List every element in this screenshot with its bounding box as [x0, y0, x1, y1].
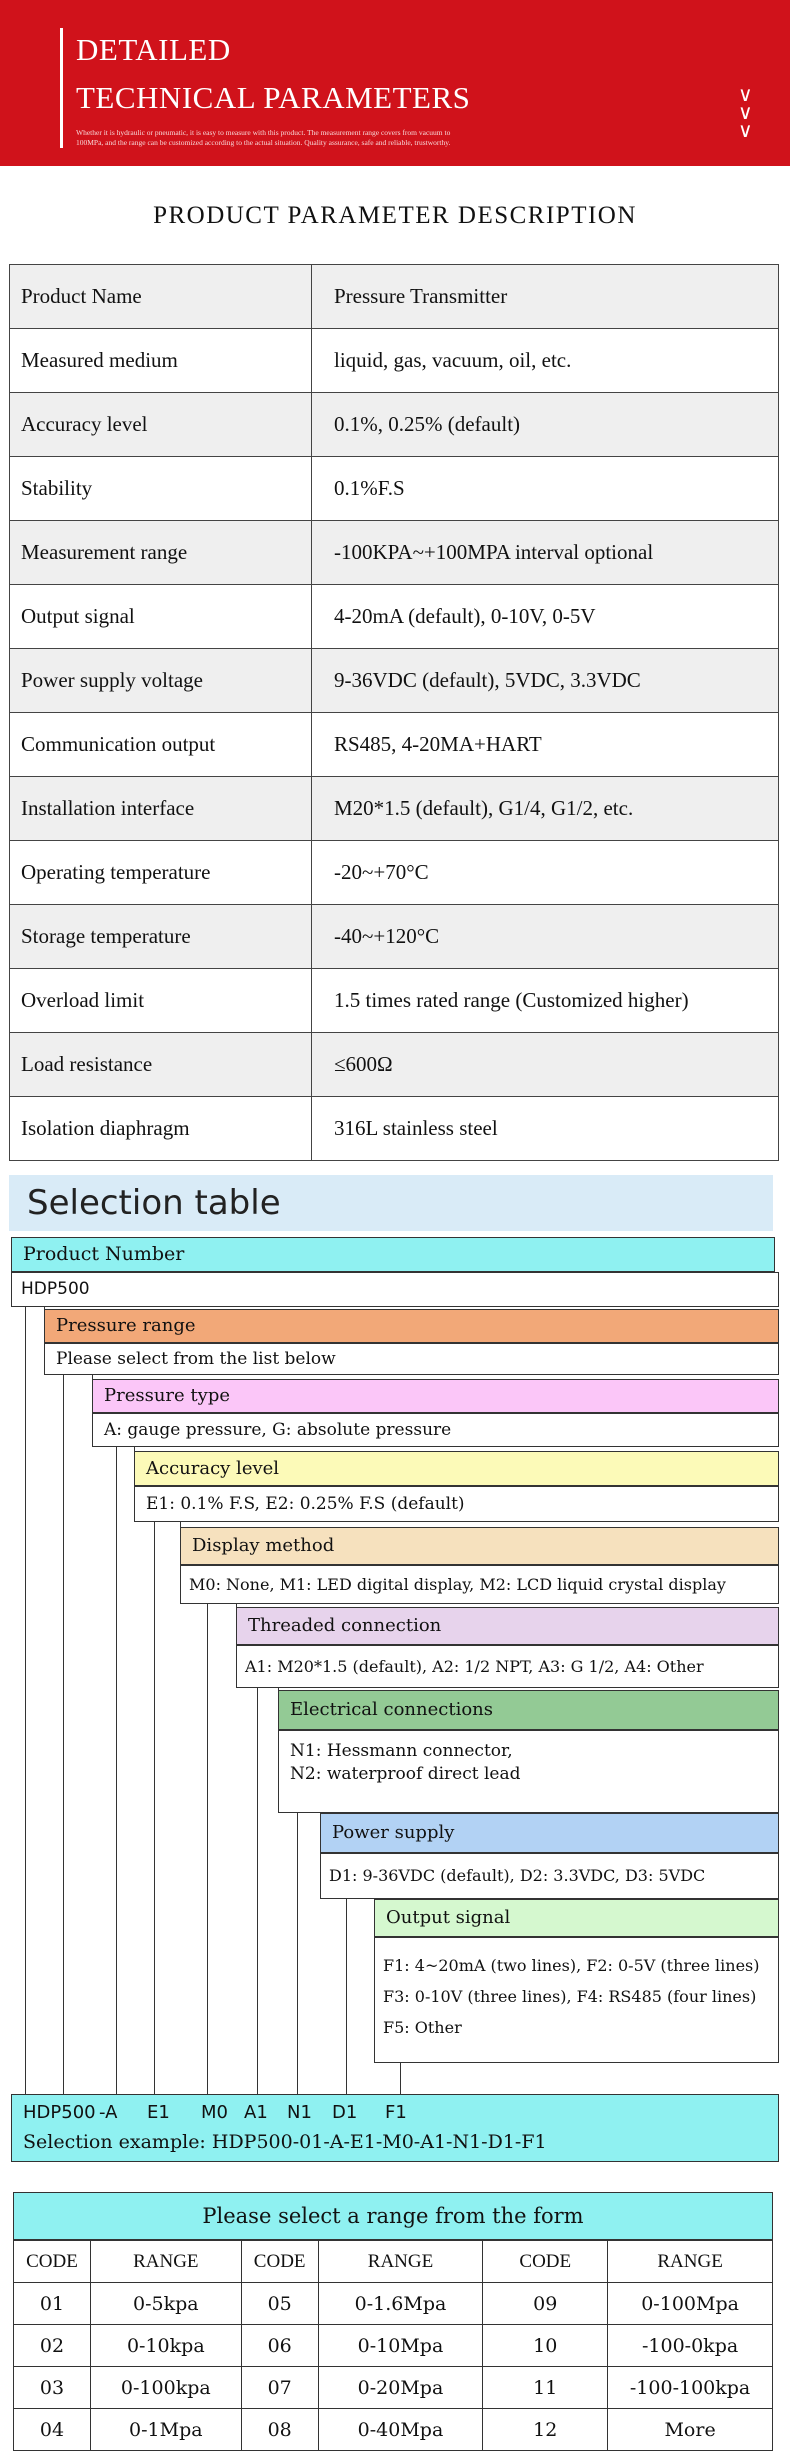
- param-label: Storage temperature: [10, 905, 312, 969]
- banner-divider: [60, 28, 63, 148]
- chevron-down-icon: ∨: [738, 82, 753, 106]
- range-code-cell: 03: [14, 2367, 91, 2409]
- param-row: [10, 265, 779, 329]
- range-value-cell: -100-0kpa: [608, 2325, 773, 2367]
- range-table-title: Please select a range from the form: [13, 2192, 773, 2240]
- selection-example-box: [11, 2094, 779, 2162]
- code-part: F1: [385, 2102, 407, 2123]
- selection-title: Selection table: [9, 1175, 773, 1231]
- section-thread-header: Threaded connection: [236, 1607, 779, 1645]
- product-number-value: HDP500: [11, 1272, 779, 1307]
- connector-line: [207, 1604, 208, 2094]
- range-value-cell: 0-20Mpa: [318, 2367, 483, 2409]
- section-display-header: Display method: [180, 1527, 779, 1565]
- param-row: [10, 521, 779, 585]
- code-part: D1: [332, 2102, 358, 2123]
- range-column-header: CODE: [241, 2241, 318, 2283]
- param-row: [10, 457, 779, 521]
- output-option-line: F1: 4~20mA (two lines), F2: 0-5V (three lines): [383, 1956, 760, 1975]
- section-pressure-type-header: Pressure type: [92, 1379, 779, 1413]
- range-column-header: CODE: [14, 2241, 91, 2283]
- range-column-header: RANGE: [318, 2241, 483, 2283]
- range-code-cell: 11: [483, 2367, 608, 2409]
- range-value-cell: 0-5kpa: [90, 2283, 241, 2325]
- connector-line: [346, 1899, 347, 2094]
- param-value: ≤600Ω: [312, 1033, 779, 1097]
- connector-line: [25, 1307, 26, 2094]
- product-number-label: Product Number: [11, 1237, 775, 1272]
- range-value-cell: More: [608, 2409, 773, 2451]
- range-column-header: RANGE: [90, 2241, 241, 2283]
- param-row: [10, 1097, 779, 1161]
- param-value: Pressure Transmitter: [312, 265, 779, 329]
- chevron-down-icon: ∨: [738, 100, 753, 124]
- code-part: HDP500: [23, 2102, 96, 2123]
- param-value: M20*1.5 (default), G1/4, G1/2, etc.: [312, 777, 779, 841]
- range-value-cell: 0-1.6Mpa: [318, 2283, 483, 2325]
- param-label: Accuracy level: [10, 393, 312, 457]
- range-column-header: RANGE: [608, 2241, 773, 2283]
- banner-subtitle: Whether it is hydraulic or pneumatic, it is easy to measure with this product. The measurement range covers from vacuum to 100MPa, and the range can be customized according to the actual situation. Quality assurance, safe and reliable, trustworthy.: [76, 128, 451, 147]
- range-code-cell: 07: [241, 2367, 318, 2409]
- range-value-cell: 0-10kpa: [90, 2325, 241, 2367]
- output-option-line: F3: 0-10V (three lines), F4: RS485 (four lines): [383, 1987, 757, 2006]
- code-part: M0: [201, 2102, 228, 2123]
- section-pressure-type-text: A: gauge pressure, G: absolute pressure: [92, 1413, 779, 1447]
- range-value-cell: 0-40Mpa: [318, 2409, 483, 2451]
- range-code-cell: 05: [241, 2283, 318, 2325]
- section-accuracy-text: E1: 0.1% F.S, E2: 0.25% F.S (default): [134, 1486, 779, 1522]
- range-code-cell: 09: [483, 2283, 608, 2325]
- param-label: Isolation diaphragm: [10, 1097, 312, 1161]
- code-part: A1: [244, 2102, 268, 2123]
- param-label: Power supply voltage: [10, 649, 312, 713]
- range-code-cell: 02: [14, 2325, 91, 2367]
- param-label: Overload limit: [10, 969, 312, 1033]
- param-row: [10, 393, 779, 457]
- range-code-cell: 01: [14, 2283, 91, 2325]
- param-label: Operating temperature: [10, 841, 312, 905]
- banner-title-line2: TECHNICAL PARAMETERS: [76, 80, 471, 115]
- param-label: Product Name: [10, 265, 312, 329]
- range-code-cell: 06: [241, 2325, 318, 2367]
- code-part: -A: [99, 2102, 118, 2123]
- param-value: 9-36VDC (default), 5VDC, 3.3VDC: [312, 649, 779, 713]
- param-value: -100KPA~+100MPA interval optional: [312, 521, 779, 585]
- connector-line: [297, 1813, 298, 2094]
- section-pressure-range-header: Pressure range: [44, 1309, 779, 1343]
- param-row: [10, 969, 779, 1033]
- param-value: 0.1%, 0.25% (default): [312, 393, 779, 457]
- range-value-cell: -100-100kpa: [608, 2367, 773, 2409]
- electrical-option-line: N2: waterproof direct lead: [290, 1764, 521, 1784]
- section-display-text: M0: None, M1: LED digital display, M2: LCD liquid crystal display: [180, 1565, 779, 1604]
- connector-line: [63, 1374, 64, 2094]
- param-label: Stability: [10, 457, 312, 521]
- param-value: -20~+70°C: [312, 841, 779, 905]
- param-row: [10, 713, 779, 777]
- param-row: [10, 329, 779, 393]
- param-row: [10, 905, 779, 969]
- range-row: [14, 2367, 773, 2409]
- params-table: [9, 264, 779, 1161]
- range-row: [14, 2325, 773, 2367]
- range-value-cell: 0-100kpa: [90, 2367, 241, 2409]
- param-value: 0.1%F.S: [312, 457, 779, 521]
- range-table: [13, 2240, 773, 2451]
- section-electrical-header: Electrical connections: [278, 1690, 779, 1730]
- electrical-option-line: N1: Hessmann connector,: [290, 1741, 513, 1761]
- param-row: [10, 1033, 779, 1097]
- param-value: RS485, 4-20MA+HART: [312, 713, 779, 777]
- banner-title-line1: DETAILED: [76, 32, 231, 67]
- code-part: E1: [147, 2102, 170, 2123]
- code-part: N1: [287, 2102, 312, 2123]
- header-banner: [0, 0, 790, 166]
- section-electrical-text: [278, 1730, 779, 1813]
- section-pressure-range-text: Please select from the list below: [44, 1343, 779, 1375]
- connector-line: [116, 1447, 117, 2094]
- param-label: Communication output: [10, 713, 312, 777]
- param-row: [10, 841, 779, 905]
- param-label: Output signal: [10, 585, 312, 649]
- connector-line: [257, 1688, 258, 2094]
- range-value-cell: 0-1Mpa: [90, 2409, 241, 2451]
- section-accuracy-header: Accuracy level: [134, 1451, 779, 1486]
- param-label: Measurement range: [10, 521, 312, 585]
- section-thread-text: A1: M20*1.5 (default), A2: 1/2 NPT, A3: G 1/2, A4: Other: [236, 1645, 779, 1688]
- range-code-cell: 10: [483, 2325, 608, 2367]
- param-label: Installation interface: [10, 777, 312, 841]
- param-value: liquid, gas, vacuum, oil, etc.: [312, 329, 779, 393]
- param-label: Measured medium: [10, 329, 312, 393]
- connector-line: [154, 1522, 155, 2094]
- param-label: Load resistance: [10, 1033, 312, 1097]
- range-row: [14, 2409, 773, 2451]
- output-option-line: F5: Other: [383, 2018, 462, 2037]
- param-row: [10, 777, 779, 841]
- range-header-row: [14, 2241, 773, 2283]
- param-value: 4-20mA (default), 0-10V, 0-5V: [312, 585, 779, 649]
- param-value: -40~+120°C: [312, 905, 779, 969]
- selection-example-text: Selection example: HDP500-01-A-E1-M0-A1-N1-D1-F1: [23, 2131, 547, 2153]
- section-power-header: Power supply: [320, 1813, 779, 1853]
- range-value-cell: 0-10Mpa: [318, 2325, 483, 2367]
- range-code-cell: 12: [483, 2409, 608, 2451]
- range-row: [14, 2283, 773, 2325]
- param-value: 316L stainless steel: [312, 1097, 779, 1161]
- param-value: 1.5 times rated range (Customized higher): [312, 969, 779, 1033]
- param-row: [10, 585, 779, 649]
- params-title: PRODUCT PARAMETER DESCRIPTION: [153, 202, 637, 229]
- section-power-text: D1: 9-36VDC (default), D2: 3.3VDC, D3: 5VDC: [320, 1853, 779, 1899]
- section-output-text: [374, 1937, 779, 2063]
- chevron-down-icon: ∨: [738, 118, 753, 142]
- section-output-header: Output signal: [374, 1899, 779, 1937]
- connector-line: [400, 2063, 401, 2094]
- range-code-cell: 04: [14, 2409, 91, 2451]
- range-code-cell: 08: [241, 2409, 318, 2451]
- range-value-cell: 0-100Mpa: [608, 2283, 773, 2325]
- param-row: [10, 649, 779, 713]
- range-column-header: CODE: [483, 2241, 608, 2283]
